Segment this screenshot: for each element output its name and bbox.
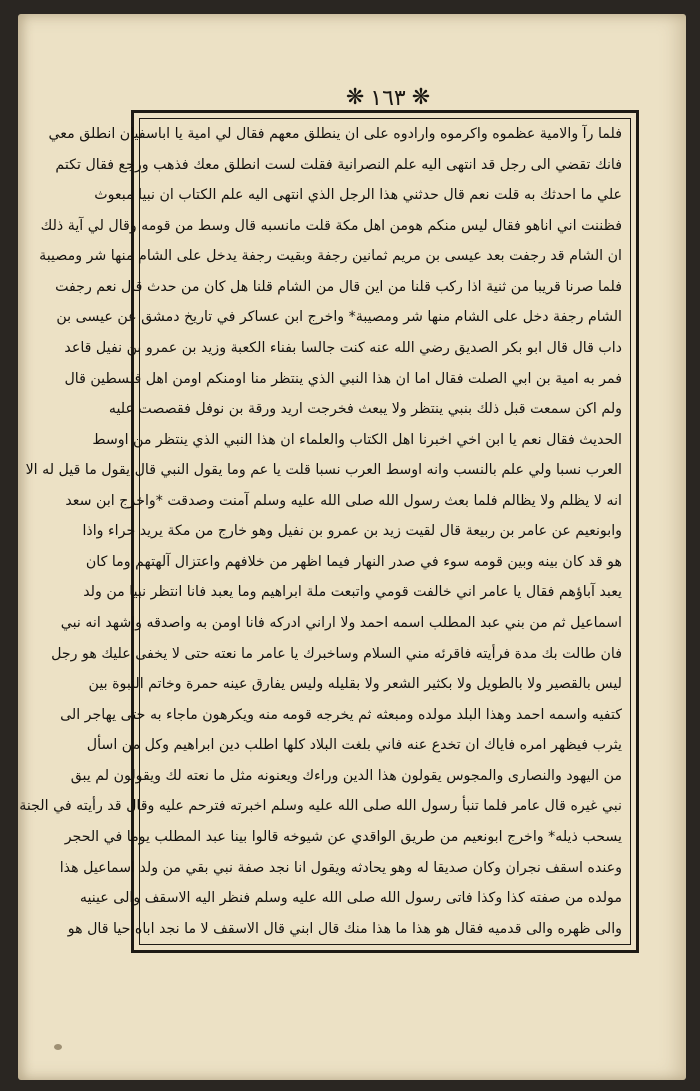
paper-stain: [54, 1044, 62, 1050]
page-number: ١٦٣: [370, 85, 406, 111]
text-line: علي ما احدثك به قلت نعم قال حدثني هذا الرجل الذي انتهى اليه علم الكتاب ان نبيا مبعوث: [94, 187, 622, 204]
text-line: فمر به امية بن ابي الصلت فقال اما ان هذا النبي الذي ينتظر منا اومنكم اومن اهل فلسطين قال: [64, 370, 622, 387]
text-line: فانك تقضي الى رجل قد انتهى اليه علم النصرانية فقلت لست انطلق معك فذهب ورجع فقال تكتم: [55, 156, 622, 173]
text-line: يثرب فيظهر امره فاياك ان تخدع عنه فاني بلغت البلاد كلها اطلب دين ابراهيم وكل من اسأل: [86, 737, 622, 754]
text-line: الحديث فقال نعم يا ابن اخي اخبرنا اهل الكتاب والعلماء ان هذا النبي الذي ينتظر من اوسط: [92, 431, 622, 448]
text-line: والى ظهره والى قدميه فقال هو هذا ما هذا منك قال ابني قال الاسقف لا ما نجد اباه حيا قال هو: [67, 920, 622, 937]
text-block: [19, 118, 631, 945]
text-line: هو قد كان بينه وبين قومه سوء في صدر النهار فيما اظهر من خلافهم واعتزال آلهتهم وما كان: [85, 553, 622, 570]
text-line: فلما رآ والامية عظموه واكرموه وارادوه على ان ينطلق معهم فقال لي امية يا اباسفيان انطلق معي: [48, 126, 622, 142]
text-line: يعبد آباؤهم فقال يا عامر اني خالفت قومي واتبعت ملة ابراهيم وما يعبد فانا انتظر نبيا من ولد: [83, 584, 622, 601]
text-line: ولم اكن سمعت قبل ذلك بنبي ينتظر ولا يبعث فخرجت اريد ورقة بن نوفل فقصصت عليه: [108, 401, 622, 418]
text-line: فظننت اني اناهو فقال ليس منكم هومن اهل مكة قلت مانسبه قال وسط من قومه وقال لي آية ذلك: [40, 217, 622, 234]
text-line: فان طالت بك مدة فرأيته فاقرئه مني السلام وساخبرك يا عامر ما نعته حتى لا يخفى عليك هو رجل: [51, 645, 622, 662]
text-line: نبي غيره قال عامر فلما تنبأ رسول الله صلى الله عليه وسلم اخبرته فترحم عليه وقال قد رأيته في الجنة: [19, 798, 622, 815]
text-line: مولده من صفته كذا وكذا فاتى رسول الله صلى الله عليه وسلم فنظر اليه الاسقف والى عينيه: [79, 890, 622, 907]
text-line: العرب نسبا ولي علم بالنسب وانه اوسط العرب نسبا قلت يا عم وما يقول النبي قال يقول ما قيل له الا: [25, 462, 622, 479]
text-line: فلما صرنا قريبا من ثنية اذا ركب قلنا من اين قال من الشام قلنا هل كان من حدث قال نعم رجفت: [55, 278, 622, 295]
text-line: ان الشام قد رجفت بعد عيسى بن مريم ثمانين رجفة وبقيت رجفة يدخل على الشام منها شر ومصيبة: [39, 248, 622, 265]
ornament-left-icon: ❋: [345, 85, 365, 110]
text-line: كتفيه واسمه احمد وهذا البلد مولده ومبعثه ثم يخرجه قومه منه ويكرهون ماجاء به حتى يهاجر الى: [60, 706, 622, 723]
text-frame: [19, 110, 639, 953]
text-line: ليس بالقصير ولا بالطويل ولا بكثير الشعر ولا بقليله وليس يفارق عينه حمرة وخاتم النبوة بين: [88, 676, 622, 693]
text-line: اسماعيل ثم من بني عبد المطلب اسمه احمد ولا اراني ادركه فانا اومن به واصدقه واشهد انه نبي: [60, 615, 622, 631]
text-line: يسحب ذيله* واخرج ابونعيم من طريق الواقدي عن شيوخه قالوا بينا عبد المطلب يوما في الحجر: [64, 828, 622, 845]
text-line: من اليهود والنصارى والمجوس يقولون هذا الدين وراءك ويعنونه مثل ما نعته لك ويقولون لم يبق: [70, 767, 622, 784]
text-line: انه لا يظلم ولا يظالم فلما بعث رسول الله صلى الله عليه وسلم آمنت وصدقت *واخرج ابن سعد: [65, 492, 622, 509]
text-line: وعنده اسقف نجران وكان صديقا له وهو يحادثه ويقول انا نجد صفة نبي بقي من ولد اسماعيل هذا: [59, 859, 622, 876]
text-line: الشام رجفة دخل على الشام منها شر ومصيبة* واخرج ابن عساكر في تاريخ دمشق عن عيسى بن: [56, 309, 622, 326]
ornament-right-icon: ❋: [411, 85, 431, 110]
text-line: داب قال قال ابو بكر الصديق رضي الله عنه كنت جالسا بفناء الكعبة وزيد بن عمرو بن نفيل قاعد: [64, 339, 622, 356]
text-line: وابونعيم عن عامر بن ربيعة قال لقيت زيد بن عمرو بن نفيل وهو خارج من مكة يريد حراء واذا: [82, 523, 622, 540]
